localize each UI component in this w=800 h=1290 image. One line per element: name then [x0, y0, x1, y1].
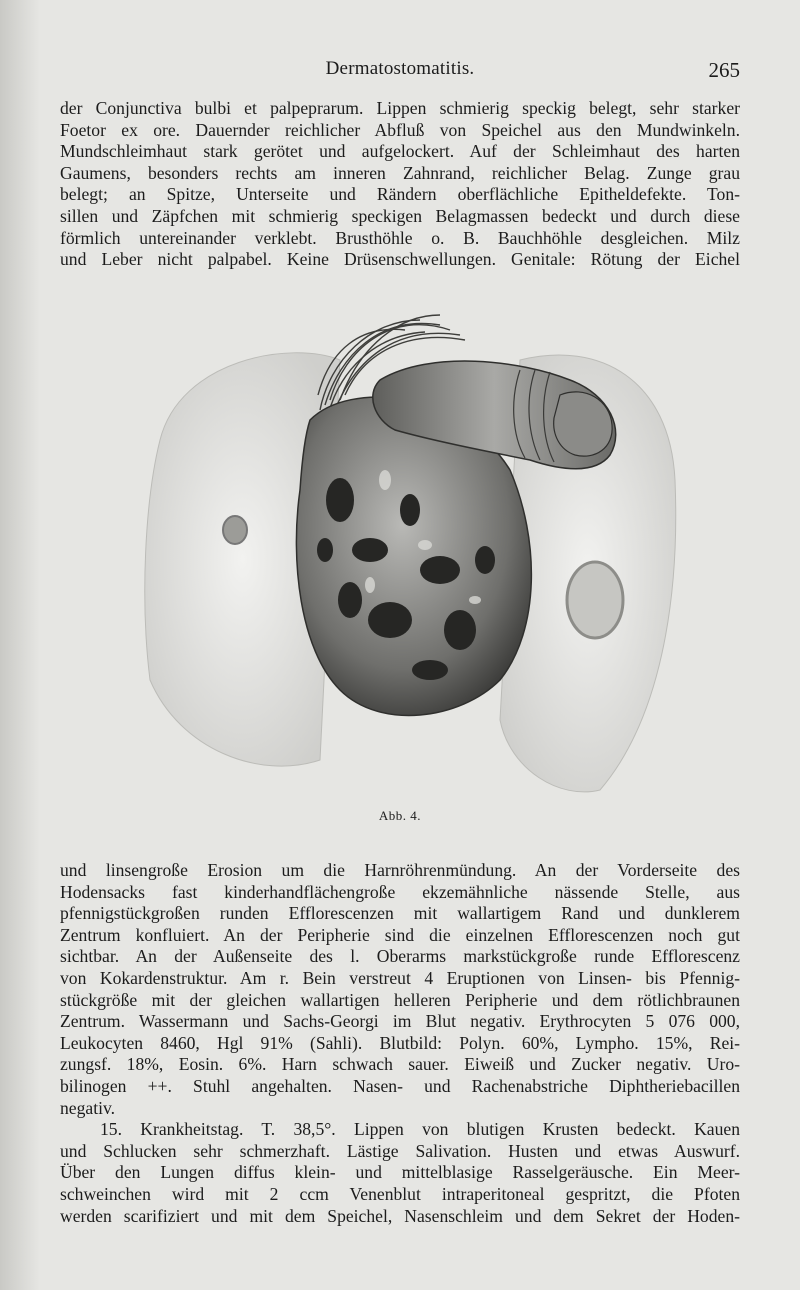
text-line: werden scarifiziert und mit dem Speichel, Nasenschleim und dem Sekret der Hoden- [60, 1205, 740, 1226]
paragraph-day-15 [60, 1119, 740, 1227]
text-line: förmlich untereinander verklebt. Brusthöhle o. B. Bauchhöhle desgleichen. Milz [60, 227, 740, 248]
text-line: negativ. [60, 1097, 116, 1118]
text-line: Gaumens, besonders rechts am inneren Zahnrand, reichlicher Belag. Zunge grau [60, 162, 740, 183]
text-line: belegt; an Spitze, Unterseite und Rändern oberflächliche Epitheldefekte. Ton- [60, 184, 740, 205]
text-line: Über den Lungen diffus klein- und mittelblasige Rasselgeräusche. Ein Meer- [60, 1162, 740, 1183]
text-line: Zentrum. Wassermann und Sachs-Georgi im Blut negativ. Erythrocyten 5 076 000, [60, 1011, 740, 1032]
paragraph-top [60, 98, 740, 271]
text-line: sillen und Zäpfchen mit schmierig speckigen Belagmassen bedeckt und durch diese [60, 205, 740, 226]
text-line: zungsf. 18%, Eosin. 6%. Harn schwach sauer. Eiweiß und Zucker negativ. Uro- [60, 1054, 740, 1075]
body-text-bottom [60, 860, 740, 1227]
page-edge-shadow [0, 0, 40, 1290]
text-line: Zentrum konfluiert. An der Peripherie sind die einzelnen Efflorescenzen noch gut [60, 924, 740, 945]
thigh-lesion-left [223, 516, 247, 544]
text-line: und Schlucken sehr schmerzhaft. Lästige Salivation. Husten und etwas Auswurf. [60, 1140, 740, 1161]
text-line: Hodensacks fast kinderhandflächengroße ekzemähnliche nässende Stelle, aus [60, 881, 740, 902]
running-header [0, 58, 800, 82]
medical-illustration [140, 300, 680, 800]
figure-caption: Abb. 4. [378, 808, 422, 823]
text-line: pfennigstückgroßen runden Efflorescenzen mit wallartigem Rand und dunklerem [60, 903, 740, 924]
text-line: und linsengroße Erosion um die Harnröhrenmündung. An der Vorderseite des [60, 860, 740, 880]
text-line: Foetor ex ore. Dauernder reichlicher Abfluß von Speichel aus den Mundwinkeln. [60, 119, 740, 140]
text-line: Leukocyten 8460, Hgl 91% (Sahli). Blutbild: Polyn. 60%, Lympho. 15%, Rei- [60, 1032, 740, 1053]
text-line: 15. Krankheitstag. T. 38,5°. Lippen von blutigen Krusten bedeckt. Kauen [100, 1119, 740, 1140]
text-line: von Kokardenstruktur. Am r. Bein verstreut 4 Eruptionen von Linsen- bis Pfennig- [60, 967, 740, 988]
body-text-top [60, 98, 740, 271]
thigh-lesion-right [567, 562, 623, 638]
text-line: bilinogen ++. Stuhl angehalten. Nasen- und Rachenabstriche Diphtheriebacillen [60, 1075, 740, 1096]
running-title: Dermatostomatitis. [325, 58, 475, 79]
text-line: und Leber nicht palpabel. Keine Drüsenschwellungen. Genitale: Rötung der Eichel [60, 249, 740, 270]
text-line: sichtbar. An der Außenseite des l. Oberarms markstückgroße runde Efflorescenz [60, 946, 740, 967]
text-line: der Conjunctiva bulbi et palpeprarum. Lippen schmierig speckig belegt, sehr starker [60, 98, 740, 118]
paragraph-continued [60, 860, 740, 1119]
text-line: schweinchen wird mit 2 ccm Venenblut intraperitoneal gespritzt, die Pfoten [60, 1183, 740, 1204]
text-line: stückgröße mit der gleichen wallartigen helleren Peripherie und dem rötlichbraunen [60, 989, 740, 1010]
figure-illustration [140, 300, 680, 800]
page-number: 265 [708, 58, 740, 82]
text-line: Mundschleimhaut stark gerötet und aufgelockert. Auf der Schleimhaut des harten [60, 141, 740, 162]
